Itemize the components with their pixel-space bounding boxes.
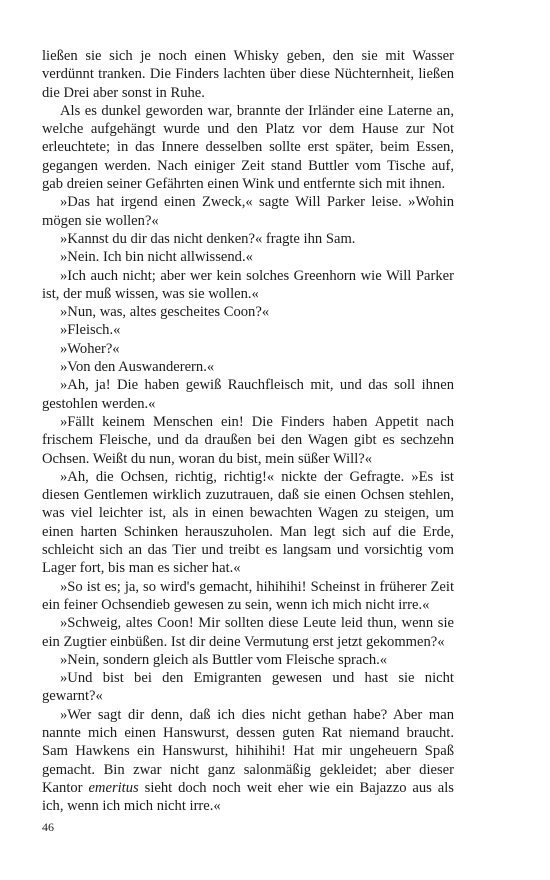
paragraph: »Das hat irgend einen Zweck,« sagte Will Parker leise. »Wohin mögen sie wollen?« xyxy=(42,194,454,229)
paragraph: »Nein, sondern gleich als Buttler vom Fleische sprach.« xyxy=(60,651,388,668)
italic-term: emeritus xyxy=(88,779,139,796)
paragraph-text: sieht doch noch weit eher wie ein Bajazzo aus als ich, wenn ich mich nicht irre.« xyxy=(42,779,454,815)
paragraph xyxy=(42,706,454,816)
paragraph: »Fleisch.« xyxy=(60,322,121,339)
paragraph: »Fällt keinem Menschen ein! Die Finders haben Appetit nach frischem Fleische, und da draußen bei den Wagen gibt es sechzehn Ochsen. Weißt du nun, woran du bist, mein süßer Will?« xyxy=(42,413,454,467)
paragraph: »Woher?« xyxy=(60,340,120,357)
book-page xyxy=(42,47,454,815)
paragraph: »Schweig, altes Coon! Mir sollten diese Leute leid thun, wenn sie ein Zugtier einbüßen. Ist dir deine Vermutung erst jetzt gekommen?« xyxy=(42,615,454,650)
paragraph: »Ah, ja! Die haben gewiß Rauchfleisch mit, und das soll ihnen gestohlen werden.« xyxy=(42,377,454,412)
paragraph: »Von den Auswanderern.« xyxy=(60,359,215,376)
page-number: 46 xyxy=(42,820,54,834)
paragraph: Als es dunkel geworden war, brannte der Irländer eine Laterne an, welche aufgehängt wurde und den Platz vor dem Hause zur Not erleuchtete; in das Innere desselben sollte erst später, beim Essen, gegangen werden. Nach einiger Zeit stand Buttler vom Tische auf, gab dreien seiner Gefährten einen Wink und entfernte sich mit ihnen. xyxy=(42,102,454,193)
paragraph: »Ah, die Ochsen, richtig, richtig!« nickte der Gefragte. »Es ist diesen Gentlemen wirklich zuzutrauen, daß sie einen Ochsen stehlen, was viel leichter ist, als in einen bewachten Wagen zu steigen, um einen harten Schinken herauszuholen. Man legt sich auf die Erde, schleicht sich an das Tier und treibt es langsam und vorsichtig vom Lager fort, bis man es sicher hat.« xyxy=(42,468,454,577)
paragraph: »Nun, was, altes gescheites Coon?« xyxy=(60,304,270,321)
paragraph: »Nein. Ich bin nicht allwissend.« xyxy=(60,249,253,266)
paragraph: »So ist es; ja, so wird's gemacht, hihihihi! Scheinst in früherer Zeit ein feiner Ochsendieb gewesen zu sein, wenn ich mich nicht irre.« xyxy=(42,578,454,613)
paragraph: »Und bist bei den Emigranten gewesen und hast sie nicht gewarnt?« xyxy=(42,670,454,705)
paragraph: ließen sie sich je noch einen Whisky geben, den sie mit Wasser verdünnt tranken. Die Finders lachten über diese Nüchternheit, ließen die Drei aber sonst in Ruhe. xyxy=(42,48,454,101)
paragraph: »Kannst du dir das nicht denken?« fragte ihn Sam. xyxy=(60,230,356,247)
paragraph-text: »Wer sagt dir denn, daß ich dies nicht gethan habe? Aber man nannte mich einen Hanswurst, dessen guten Rat niemand braucht. Sam Hawkens ein Hanswurst, hihihihi! Hat mir ungeheuern Spaß gemacht. Bin zwar nicht ganz salonmäßig gekleidet; aber dieser Kantor xyxy=(42,706,454,796)
paragraph: »Ich auch nicht; aber wer kein solches Greenhorn wie Will Parker ist, der muß wissen, was sie wollen.« xyxy=(42,267,454,302)
